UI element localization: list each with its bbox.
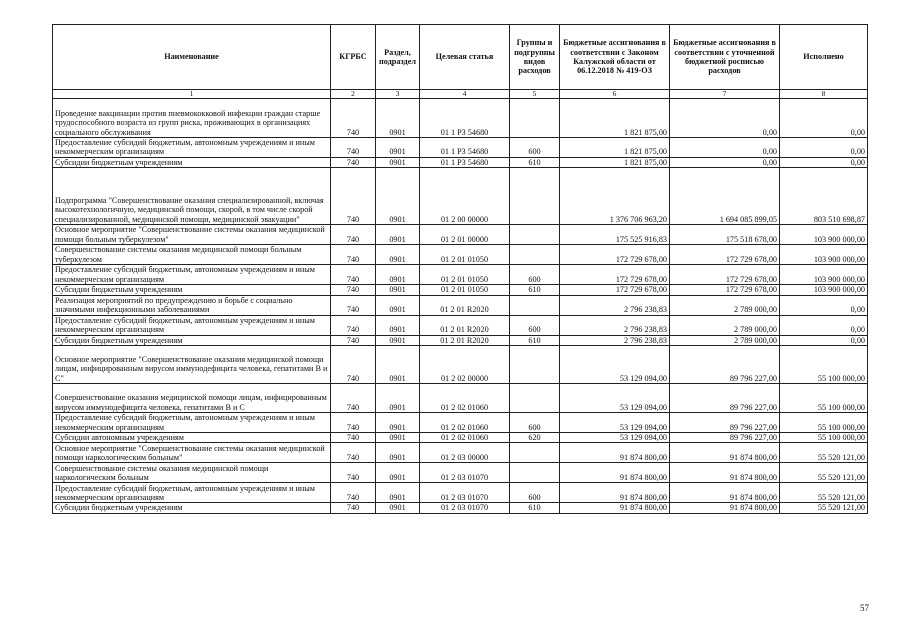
table-row	[53, 225, 868, 245]
table-row	[53, 413, 868, 433]
cell-name: Субсидии бюджетным учреждениям	[53, 335, 331, 345]
cell-razdel: 0901	[376, 265, 420, 285]
cell-kgrbs: 740	[331, 157, 376, 167]
cell-vr	[510, 295, 560, 315]
cell-cs: 01 2 02 00000	[420, 346, 510, 384]
cell-law: 53 129 094,00	[560, 346, 670, 384]
cell-kgrbs: 740	[331, 335, 376, 345]
cell-plan: 2 789 000,00	[670, 295, 780, 315]
cell-vr: 620	[510, 433, 560, 443]
cell-plan: 0,00	[670, 99, 780, 138]
cell-done: 55 100 000,00	[780, 433, 868, 443]
cell-cs: 01 2 01 R2020	[420, 335, 510, 345]
cell-plan: 2 789 000,00	[670, 335, 780, 345]
cell-name: Проведение вакцинации против пневмококковой инфекции граждан старше трудоспособного возраста из групп риска, проживающих в организациях социального обслуживания	[53, 99, 331, 138]
cell-law: 2 796 238,83	[560, 335, 670, 345]
col-header-refined: Бюджетные ассигнования в соответствии с уточненной бюджетной росписью расходов	[670, 25, 780, 90]
cell-kgrbs: 740	[331, 503, 376, 513]
budget-table	[52, 24, 868, 514]
cell-done: 55 100 000,00	[780, 384, 868, 413]
cell-vr	[510, 245, 560, 265]
cell-razdel: 0901	[376, 168, 420, 225]
table-row	[53, 463, 868, 483]
cell-name: Совершенствование системы оказания медицинской помощи наркологическим больным	[53, 463, 331, 483]
col-header-kgrbs: КГРБС	[331, 25, 376, 90]
col-header-name: Наименование	[53, 25, 331, 90]
cell-vr: 600	[510, 413, 560, 433]
col-header-section: Раздел, подраздел	[376, 25, 420, 90]
cell-plan: 172 729 678,00	[670, 265, 780, 285]
cell-cs: 01 2 01 01050	[420, 265, 510, 285]
cell-name: Предоставление субсидий бюджетным, автономным учреждениям и иным некоммерческим организациям	[53, 413, 331, 433]
table-row	[53, 138, 868, 158]
col-number: 2	[331, 90, 376, 99]
cell-razdel: 0901	[376, 503, 420, 513]
cell-plan: 91 874 800,00	[670, 463, 780, 483]
col-number: 5	[510, 90, 560, 99]
cell-cs: 01 2 03 01070	[420, 503, 510, 513]
cell-vr	[510, 99, 560, 138]
cell-vr: 610	[510, 335, 560, 345]
table-row	[53, 483, 868, 503]
cell-cs: 01 2 02 01060	[420, 413, 510, 433]
col-number: 6	[560, 90, 670, 99]
col-number: 8	[780, 90, 868, 99]
cell-razdel: 0901	[376, 335, 420, 345]
cell-plan: 2 789 000,00	[670, 315, 780, 335]
cell-cs: 01 2 01 01050	[420, 285, 510, 295]
table-body	[53, 99, 868, 514]
cell-kgrbs: 740	[331, 99, 376, 138]
cell-done: 55 520 121,00	[780, 503, 868, 513]
cell-done: 103 900 000,00	[780, 225, 868, 245]
cell-kgrbs: 740	[331, 168, 376, 225]
cell-plan: 89 796 227,00	[670, 346, 780, 384]
cell-kgrbs: 740	[331, 265, 376, 285]
cell-vr	[510, 463, 560, 483]
cell-law: 91 874 800,00	[560, 503, 670, 513]
cell-razdel: 0901	[376, 463, 420, 483]
cell-name: Основное мероприятие "Совершенствование системы оказания медицинской помощи наркологическим больным"	[53, 443, 331, 463]
cell-plan: 1 694 085 899,05	[670, 168, 780, 225]
cell-kgrbs: 740	[331, 433, 376, 443]
cell-vr: 600	[510, 483, 560, 503]
cell-law: 1 821 875,00	[560, 138, 670, 158]
cell-cs: 01 2 02 01060	[420, 433, 510, 443]
cell-name: Реализация мероприятий по предупреждению и борьбе с социально значимыми инфекционными заболеваниями	[53, 295, 331, 315]
cell-vr: 600	[510, 315, 560, 335]
cell-razdel: 0901	[376, 285, 420, 295]
cell-law: 2 796 238,83	[560, 295, 670, 315]
cell-cs: 01 2 00 00000	[420, 168, 510, 225]
cell-plan: 172 729 678,00	[670, 245, 780, 265]
cell-razdel: 0901	[376, 346, 420, 384]
cell-razdel: 0901	[376, 138, 420, 158]
cell-razdel: 0901	[376, 245, 420, 265]
cell-law: 1 821 875,00	[560, 157, 670, 167]
cell-vr	[510, 168, 560, 225]
table-row	[53, 433, 868, 443]
cell-law: 91 874 800,00	[560, 463, 670, 483]
cell-done: 0,00	[780, 99, 868, 138]
cell-vr: 610	[510, 157, 560, 167]
cell-razdel: 0901	[376, 443, 420, 463]
table-row	[53, 285, 868, 295]
cell-plan: 89 796 227,00	[670, 384, 780, 413]
cell-razdel: 0901	[376, 483, 420, 503]
cell-done: 55 520 121,00	[780, 443, 868, 463]
cell-plan: 89 796 227,00	[670, 413, 780, 433]
cell-kgrbs: 740	[331, 245, 376, 265]
col-header-groups: Группы и подгруппы видов расходов	[510, 25, 560, 90]
cell-done: 103 900 000,00	[780, 265, 868, 285]
cell-name: Субсидии бюджетным учреждениям	[53, 503, 331, 513]
cell-name: Основное мероприятие "Совершенствование оказания медицинской помощи лицам, инфицированным вирусом иммунодефицита человека, гепатитами В и С"	[53, 346, 331, 384]
header-row	[53, 25, 868, 90]
cell-cs: 01 2 01 01050	[420, 245, 510, 265]
cell-vr	[510, 384, 560, 413]
cell-kgrbs: 740	[331, 138, 376, 158]
cell-cs: 01 2 03 01070	[420, 463, 510, 483]
col-header-law: Бюджетные ассигнования в соответствии с Законом Калужской области от 06.12.2018 № 419-ОЗ	[560, 25, 670, 90]
cell-plan: 91 874 800,00	[670, 503, 780, 513]
table-row	[53, 168, 868, 225]
cell-law: 91 874 800,00	[560, 443, 670, 463]
cell-vr: 610	[510, 285, 560, 295]
cell-kgrbs: 740	[331, 225, 376, 245]
cell-name: Субсидии бюджетным учреждениям	[53, 285, 331, 295]
cell-name: Предоставление субсидий бюджетным, автономным учреждениям и иным некоммерческим организациям	[53, 315, 331, 335]
cell-razdel: 0901	[376, 384, 420, 413]
col-number: 7	[670, 90, 780, 99]
cell-plan: 0,00	[670, 157, 780, 167]
cell-razdel: 0901	[376, 413, 420, 433]
cell-name: Совершенствование оказания медицинской помощи лицам, инфицированным вирусом иммунодефицита человека, гепатитами В и С	[53, 384, 331, 413]
cell-name: Основное мероприятие "Совершенствование системы оказания медицинской помощи больным туберкулезом"	[53, 225, 331, 245]
table-row	[53, 295, 868, 315]
cell-kgrbs: 740	[331, 443, 376, 463]
cell-plan: 175 518 678,00	[670, 225, 780, 245]
table-row	[53, 443, 868, 463]
cell-done: 103 900 000,00	[780, 245, 868, 265]
page-number: 57	[860, 603, 869, 613]
cell-law: 1 376 706 963,20	[560, 168, 670, 225]
cell-law: 172 729 678,00	[560, 285, 670, 295]
cell-plan: 172 729 678,00	[670, 285, 780, 295]
table-row	[53, 265, 868, 285]
column-number-row	[53, 90, 868, 99]
col-number: 3	[376, 90, 420, 99]
cell-cs: 01 2 03 00000	[420, 443, 510, 463]
cell-kgrbs: 740	[331, 285, 376, 295]
cell-done: 0,00	[780, 315, 868, 335]
cell-vr	[510, 443, 560, 463]
table-row	[53, 384, 868, 413]
cell-cs: 01 2 01 R2020	[420, 295, 510, 315]
cell-razdel: 0901	[376, 315, 420, 335]
cell-law: 53 129 094,00	[560, 384, 670, 413]
cell-kgrbs: 740	[331, 315, 376, 335]
col-header-target: Целевая статья	[420, 25, 510, 90]
cell-law: 1 821 875,00	[560, 99, 670, 138]
cell-razdel: 0901	[376, 225, 420, 245]
cell-done: 803 510 698,87	[780, 168, 868, 225]
cell-done: 0,00	[780, 335, 868, 345]
cell-cs: 01 2 01 R2020	[420, 315, 510, 335]
cell-plan: 91 874 800,00	[670, 443, 780, 463]
cell-name: Предоставление субсидий бюджетным, автономным учреждениям и иным некоммерческим организациям	[53, 483, 331, 503]
cell-law: 53 129 094,00	[560, 433, 670, 443]
cell-vr	[510, 225, 560, 245]
cell-law: 172 729 678,00	[560, 245, 670, 265]
cell-cs: 01 1 P3 54680	[420, 138, 510, 158]
table-row	[53, 335, 868, 345]
cell-kgrbs: 740	[331, 463, 376, 483]
cell-done: 55 520 121,00	[780, 463, 868, 483]
cell-cs: 01 1 P3 54680	[420, 157, 510, 167]
cell-law: 172 729 678,00	[560, 265, 670, 285]
col-header-executed: Исполнено	[780, 25, 868, 90]
cell-done: 55 100 000,00	[780, 413, 868, 433]
col-number: 1	[53, 90, 331, 99]
cell-plan: 91 874 800,00	[670, 483, 780, 503]
table-row	[53, 346, 868, 384]
cell-razdel: 0901	[376, 99, 420, 138]
cell-razdel: 0901	[376, 295, 420, 315]
cell-name: Предоставление субсидий бюджетным, автономным учреждениям и иным некоммерческим организациям	[53, 138, 331, 158]
cell-kgrbs: 740	[331, 295, 376, 315]
cell-vr	[510, 346, 560, 384]
table-row	[53, 157, 868, 167]
cell-cs: 01 1 P3 54680	[420, 99, 510, 138]
cell-plan: 0,00	[670, 138, 780, 158]
cell-done: 0,00	[780, 157, 868, 167]
cell-law: 2 796 238,83	[560, 315, 670, 335]
cell-cs: 01 2 01 00000	[420, 225, 510, 245]
cell-kgrbs: 740	[331, 384, 376, 413]
cell-name: Субсидии бюджетным учреждениям	[53, 157, 331, 167]
cell-vr: 600	[510, 138, 560, 158]
table-row	[53, 503, 868, 513]
table-row	[53, 245, 868, 265]
cell-kgrbs: 740	[331, 483, 376, 503]
cell-razdel: 0901	[376, 157, 420, 167]
cell-cs: 01 2 03 01070	[420, 483, 510, 503]
cell-done: 55 520 121,00	[780, 483, 868, 503]
cell-razdel: 0901	[376, 433, 420, 443]
cell-done: 0,00	[780, 295, 868, 315]
cell-law: 175 525 916,83	[560, 225, 670, 245]
cell-name: Подпрограмма "Совершенствование оказания специализированной, включая высокотехнологичную, медицинской помощи, скорой, в том числе скорой специализированной, медицинской помощи, медицинской эвакуации"	[53, 168, 331, 225]
cell-plan: 89 796 227,00	[670, 433, 780, 443]
cell-law: 53 129 094,00	[560, 413, 670, 433]
cell-done: 55 100 000,00	[780, 346, 868, 384]
cell-kgrbs: 740	[331, 413, 376, 433]
cell-cs: 01 2 02 01060	[420, 384, 510, 413]
cell-vr: 600	[510, 265, 560, 285]
cell-done: 103 900 000,00	[780, 285, 868, 295]
cell-name: Субсидии автономным учреждениям	[53, 433, 331, 443]
table-row	[53, 315, 868, 335]
cell-vr: 610	[510, 503, 560, 513]
cell-name: Совершенствование системы оказания медицинской помощи больным туберкулезом	[53, 245, 331, 265]
cell-done: 0,00	[780, 138, 868, 158]
cell-name: Предоставление субсидий бюджетным, автономным учреждениям и иным некоммерческим организациям	[53, 265, 331, 285]
col-number: 4	[420, 90, 510, 99]
cell-kgrbs: 740	[331, 346, 376, 384]
table-row	[53, 99, 868, 138]
cell-law: 91 874 800,00	[560, 483, 670, 503]
